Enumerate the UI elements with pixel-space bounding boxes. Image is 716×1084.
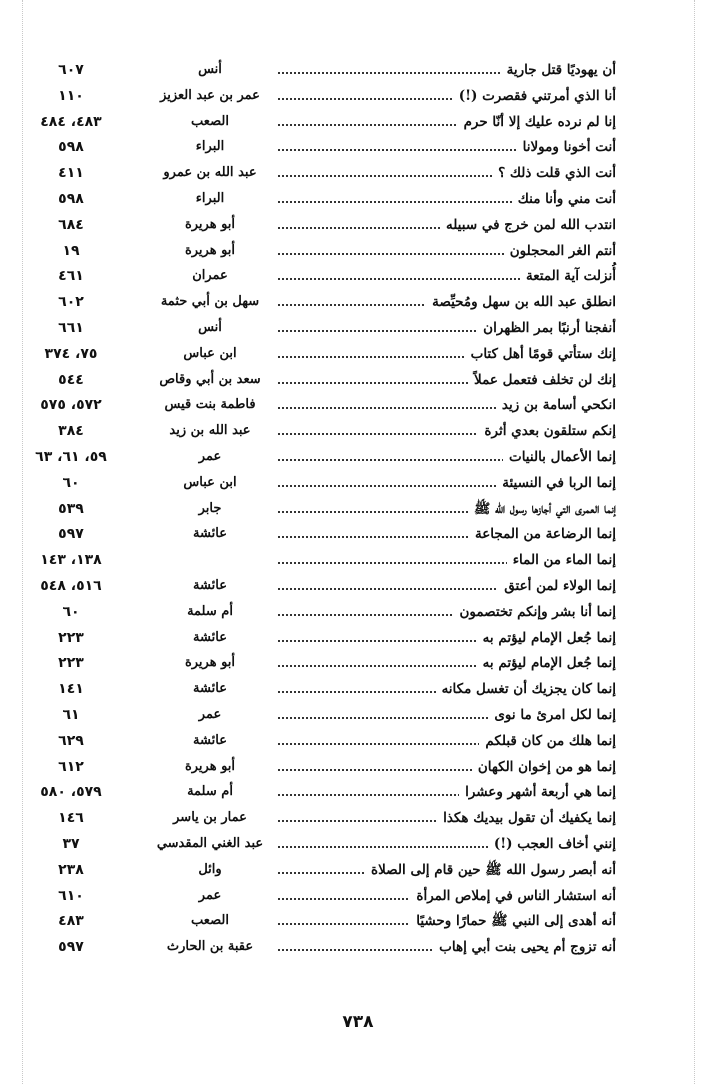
page-references: ٥٩٧	[58, 526, 84, 543]
hadith-text: أنه أبصر رسول الله ﷺ حين قام إلى الصلاة	[365, 860, 616, 880]
index-entry	[0, 264, 716, 290]
page-references: ٦١٢	[58, 758, 84, 775]
index-entry	[0, 368, 716, 394]
page-references: ٢٣٨	[58, 861, 84, 878]
page-references: ٣٨٤	[58, 423, 84, 440]
narrator-name: أبو هريرة	[184, 216, 236, 232]
page-references: ٦١٠	[58, 887, 84, 904]
narrator-name: أبو هريرة	[184, 242, 236, 258]
narrator-name: أم سلمة	[187, 603, 233, 619]
page-references: ٢٢٣	[58, 655, 84, 672]
index-entry	[0, 780, 716, 806]
index-entry	[0, 651, 716, 677]
page-references: ٦١	[62, 706, 80, 723]
page-references: ٤٦١	[58, 268, 84, 285]
index-entry	[0, 135, 716, 161]
hadith-text: أُنزلت آية المتعة	[520, 266, 616, 286]
page-references: ١١٠	[58, 87, 84, 104]
page-references: ٦٠٧	[58, 62, 84, 78]
hadith-text: انكحي أسامة بن زيد	[496, 395, 616, 415]
narrator-name: عبد الله بن زيد	[169, 423, 251, 439]
index-entry	[0, 239, 716, 265]
hadith-text: إنما هلك من كان قبلكم	[479, 731, 616, 751]
narrator-name: وائل	[198, 861, 222, 877]
page-references: ٥٩٨	[58, 190, 84, 207]
page-references: ٦٠٢	[58, 294, 84, 311]
narrator-name: البراء	[195, 190, 225, 206]
index-entry	[0, 600, 716, 626]
hadith-text: إنما جُعل الإمام ليؤتم به	[477, 628, 616, 648]
hadith-text: أنه استشار الناس في إملاص المرأة	[410, 886, 616, 906]
index-entry	[0, 58, 716, 84]
narrator-name: عائشة	[193, 526, 227, 542]
hadith-text: أن يهوديًا قتل جارية	[501, 60, 616, 80]
page-references: ٢٢٣	[58, 629, 84, 646]
narrator-name: عمران	[192, 268, 228, 284]
hadith-text: أنه تزوج أم يحيى بنت أبي إهاب	[433, 937, 616, 957]
hadith-text: إنما كان يجزيك أن تغسل مكانه	[436, 679, 616, 699]
index-entry	[0, 626, 716, 652]
hadith-text: إنك لن تخلف فتعمل عملاً	[468, 370, 616, 390]
page-references: ٥١٦، ٥٤٨	[40, 577, 102, 594]
narrator-name: سهل بن أبي حثمة	[160, 294, 260, 310]
narrator-name: ابن عباس	[183, 345, 237, 361]
page-references: ١٤٦	[58, 810, 84, 827]
hadith-text: أنت الذي قلت ذلك ؟	[492, 163, 616, 183]
index-entry	[0, 84, 716, 110]
index-entry	[0, 342, 716, 368]
hadith-text: إنما أنا بشر وإنكم تختصمون	[453, 602, 616, 622]
narrator-name: عمر	[198, 887, 222, 903]
hadith-text: إنما الولاء لمن أعتق	[498, 576, 616, 596]
index-entry	[0, 806, 716, 832]
page-references: ٥٧٩، ٥٨٠	[40, 784, 102, 801]
page-references: ١٣٨، ١٤٣	[40, 552, 102, 569]
page-references: ٣٧	[62, 835, 80, 852]
narrator-name: عبد الغني المقدسي	[156, 835, 264, 851]
hadith-text: أنتم الغر المحجلون	[504, 241, 616, 261]
narrator-name: عمار بن ياسر	[173, 810, 247, 826]
index-entry	[0, 574, 716, 600]
page-references: ٦٦١	[58, 319, 84, 336]
narrator-name: فاطمة بنت قيس	[164, 397, 256, 413]
page-references: ٦٠	[62, 603, 80, 620]
index-entry	[0, 419, 716, 445]
index-entry	[0, 909, 716, 935]
index-entry	[0, 393, 716, 419]
hadith-text: إنما لكل امرئ ما نوى	[488, 705, 616, 725]
index-entry	[0, 703, 716, 729]
hadith-text: إنني أخاف العجب (!)	[488, 834, 616, 854]
hadith-text: إنكم ستلقون بعدي أثرة	[478, 421, 616, 441]
page-references: ٥٤٤	[58, 371, 84, 388]
index-entry	[0, 755, 716, 781]
hadith-text: أنفجنا أرنبًا بمر الظهران	[477, 318, 616, 338]
page-references: ٤١١	[58, 165, 84, 182]
narrator-name: ابن عباس	[183, 474, 237, 490]
hadith-text: إنما جُعل الإمام ليؤتم به	[477, 653, 616, 673]
hadith-text: أنت مني وأنا منك	[512, 189, 616, 209]
narrator-name: عبد الله بن عمرو	[163, 165, 257, 181]
page-references: ٥٩٧	[58, 939, 84, 956]
narrator-name: عائشة	[193, 732, 227, 748]
narrator-name: عائشة	[193, 629, 227, 645]
page-references: ٥٣٩	[58, 500, 84, 517]
index-entry	[0, 832, 716, 858]
hadith-text: إنما الأعمال بالنيات	[503, 447, 616, 467]
narrator-name: عمر	[198, 706, 222, 722]
hadith-text: إنما هو من إخوان الكهان	[472, 757, 616, 777]
page-references: ٤٨٣، ٤٨٤	[40, 113, 102, 130]
page-references: ٦٨٤	[58, 216, 84, 233]
page-references: ٦٢٩	[58, 732, 84, 749]
narrator-name: أبو هريرة	[184, 758, 236, 774]
hadith-text: إنما يكفيك أن تقول بيديك هكذا	[437, 808, 616, 828]
hadith-index-list	[0, 58, 716, 961]
index-entry	[0, 858, 716, 884]
hadith-text: إنا لم نرده عليك إلا أنّا حرم	[458, 112, 616, 132]
page-references: ٧٥، ٣٧٤	[44, 345, 98, 362]
index-entry	[0, 884, 716, 910]
index-entry	[0, 471, 716, 497]
index-entry	[0, 161, 716, 187]
narrator-name: أم سلمة	[187, 784, 233, 800]
narrator-name: الصعب	[191, 113, 229, 129]
narrator-name: جابر	[198, 500, 222, 516]
page-references: ٥٩٨	[58, 139, 84, 156]
index-entry	[0, 110, 716, 136]
narrator-name: أنس	[198, 319, 222, 335]
page-number: ٧٣٨	[342, 1012, 374, 1032]
page-references: ٥٩، ٦١، ٦٣	[35, 448, 107, 465]
index-entry	[0, 729, 716, 755]
index-entry	[0, 935, 716, 961]
index-entry	[0, 548, 716, 574]
index-entry	[0, 522, 716, 548]
index-entry	[0, 497, 716, 523]
narrator-name: الصعب	[191, 913, 229, 929]
page-references: ٦٠	[62, 474, 80, 491]
index-entry	[0, 187, 716, 213]
index-entry	[0, 290, 716, 316]
narrator-name: عمر	[198, 448, 222, 464]
narrator-name: أنس	[198, 62, 222, 77]
hadith-text: إنك ستأتي قومًا أهل كتاب	[465, 344, 616, 364]
index-entry	[0, 677, 716, 703]
index-entry	[0, 213, 716, 239]
hadith-text: انتدب الله لمن خرج في سبيله	[440, 215, 616, 235]
page-references: ١٩	[62, 242, 80, 259]
hadith-text: إنما هي أربعة أشهر وعشرا	[459, 782, 616, 802]
hadith-text: انطلق عبد الله بن سهل ومُحيِّصة	[426, 292, 616, 312]
hadith-text: إنما الماء من الماء	[507, 550, 616, 570]
hadith-text: إنما العمرى التي أجازها رسول الله ﷺ	[468, 499, 616, 519]
hadith-text: إنما الرضاعة من المجاعة	[469, 524, 616, 544]
page-references: ١٤١	[58, 681, 84, 698]
hadith-text: إنما الربا في النسيئة	[496, 473, 616, 493]
narrator-name: أبو هريرة	[184, 655, 236, 671]
narrator-name: عائشة	[193, 577, 227, 593]
narrator-name: عائشة	[193, 681, 227, 697]
narrator-name: سعد بن أبي وقاص	[159, 371, 261, 387]
hadith-text: أنه أهدى إلى النبي ﷺ حمارًا وحشيًا	[410, 911, 616, 931]
index-entry	[0, 316, 716, 342]
hadith-text: أنا الذي أمرتني فقصرت (!)	[453, 86, 616, 106]
page-references: ٥٧٢، ٥٧٥	[40, 397, 102, 414]
hadith-text: أنت أخونا ومولانا	[517, 137, 616, 157]
index-entry	[0, 445, 716, 471]
narrator-name: عمر بن عبد العزيز	[160, 87, 260, 103]
narrator-name: البراء	[195, 139, 225, 155]
narrator-name: عقبة بن الحارث	[166, 939, 254, 955]
page-references: ٤٨٣	[58, 913, 84, 930]
